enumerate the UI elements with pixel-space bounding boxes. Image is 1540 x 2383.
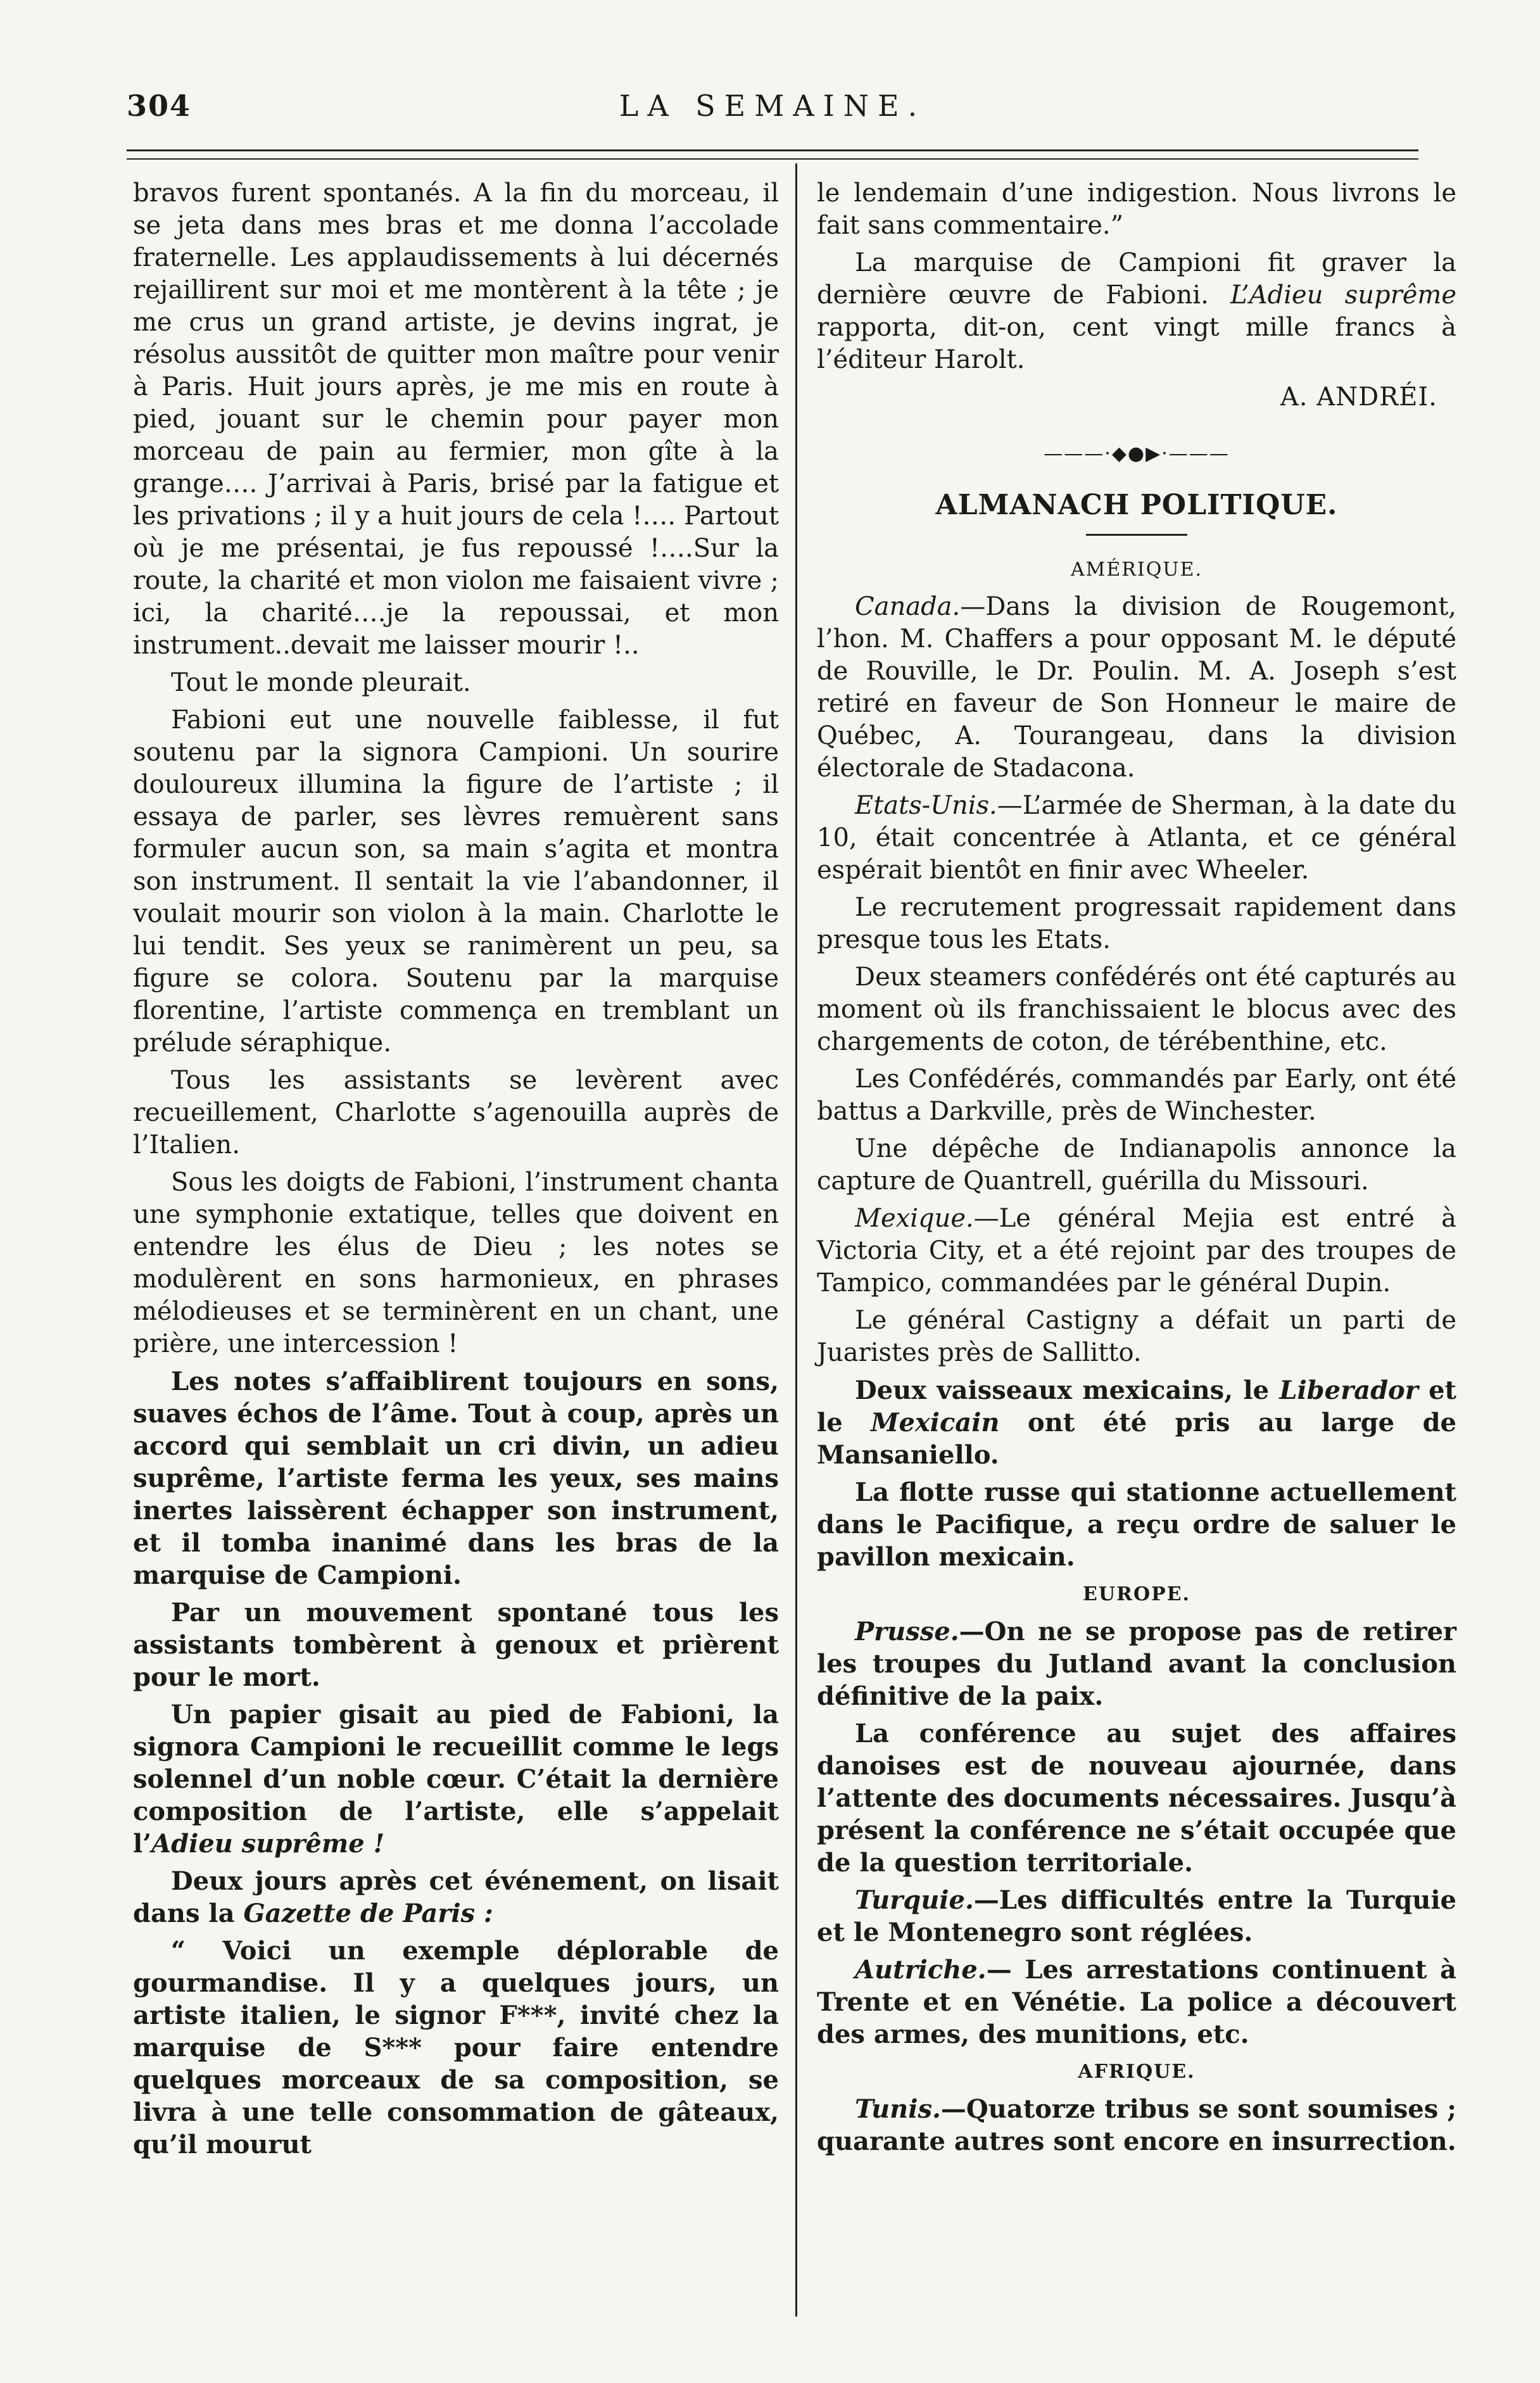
author-signature: A. ANDRÉI. [1280, 382, 1437, 412]
news-label: Etats-Unis. [855, 791, 997, 820]
news-label: Mexique. [855, 1204, 974, 1233]
section-rule [1086, 534, 1187, 536]
news-item [817, 1884, 1456, 1949]
news-item [817, 1615, 1456, 1712]
news-text: et le [817, 1375, 1457, 1438]
header-rule-thin [127, 158, 1418, 160]
paragraph [133, 1698, 779, 1860]
news-text: —Dans la division de Rougemont, l’hon. M. Chaffers a pour opposant M. le député de Rouville, le Dr. Poulin. M. A. Joseph s’est retiré en faveur de Son Honneur le maire de Québec, A. Tourangeau, dans la division électorale de Stadacona. [817, 592, 1456, 783]
paragraph: le lendemain d’une indigestion. Nous livrons le fait sans commentaire.” [817, 179, 1456, 240]
news-item: La conférence au sujet des affaires danoises est de nouveau ajournée, dans l’attente des documents nécessaires. Jusqu’à présent la conférence ne s’était occupée que de la question territoriale. [817, 1719, 1456, 1878]
column-divider [795, 163, 797, 2317]
header-rule [127, 149, 1418, 151]
subhead-afrique: AFRIQUE. [1078, 2061, 1196, 2083]
quoted-article: “ Voici un exemple déplorable de gourmandise. Il y a quelques jours, un artiste italien, le signor F***, invité chez la marquise de S*** pour faire entendre quelques morceaux de sa composition, se livra à une telle consommation de gâteaux, qu’il mourut [133, 1936, 779, 2159]
news-item: Une dépêche de Indianapolis annonce la capture de Quantrell, guérilla du Missouri. [817, 1134, 1456, 1196]
paragraph: Fabioni eut une nouvelle faiblesse, il fut soutenu par la signora Campioni. Un sourire douloureux illumina la figure de l’artiste ; il essaya de parler, ses lèvres remuèrent sans formuler aucun son, sa main s’agita et montra son instrument. Il sentait la vie l’abandonner, il voulait mourir son violon à la main. Charlotte le lui tendit. Ses yeux se ranimèrent un peu, sa figure se colora. Soutenu par la marquise florentine, l’artiste commença en tremblant un prélude séraphique. [133, 705, 779, 1058]
paragraph-text: Un papier gisait au pied de Fabioni, la signora Campioni le recueillit comme le legs solennel d’un noble cœur. C’était la dernière composition de l’artiste, elle s’appelait l’ [133, 1700, 779, 1859]
paragraph-text: rapporta, dit-on, cent vingt mille francs à l’éditeur Harolt. [817, 313, 1456, 374]
page-header [127, 89, 1418, 133]
news-item: Deux steamers confédérés ont été capturés au moment où ils franchissaient le blocus avec des chargements de coton, de térébenthine, etc. [817, 963, 1456, 1056]
news-label: Tunis. [855, 2094, 941, 2124]
news-label: Autriche. [855, 1955, 987, 1985]
paragraph: bravos furent spontanés. A la fin du morceau, il se jeta dans mes bras et me donna l’accolade fraternelle. Les applaudissements à lui décernés rejaillirent sur moi et me montèrent à la tête ; je me crus un grand artiste, je devins ingrat, je résolus aussitôt de quitter mon maître pour venir à Paris. Huit jours après, je me mis en route à pied, jouant sur le chemin pour payer mon morceau de pain au fermier, mon gîte à la grange…. J’arrivai à Paris, brisé par la fatigue et les privations ; il y a huit jours de cela !…. Partout où je me présentai, je fus repoussé !….Sur la route, la charité et mon violon me faisaient vivre ; ici, la charité….je la repoussai, et mon instrument..devait me laisser mourir !.. [133, 179, 779, 660]
paragraph [133, 1865, 779, 1930]
news-text: ont été pris au large de Mansaniello. [817, 1408, 1456, 1470]
left-column [133, 177, 779, 2166]
news-text: —L’armée de Sherman, à la date du 10, était concentrée à Atlanta, et ce général espérait bientôt en finir avec Wheeler. [817, 791, 1456, 885]
italic-title: L’Adieu suprême [1230, 281, 1456, 310]
page-number: 304 [127, 89, 192, 123]
paragraph-text: La marquise de Campioni fit graver la dernière œuvre de Fabioni. [817, 248, 1456, 310]
news-item: Le recrutement progressait rapidement dans presque tous les Etats. [817, 893, 1456, 954]
paragraph: Sous les doigts de Fabioni, l’instrument chanta une symphonie extatique, telles que doivent en entendre les élus de Dieu ; les notes se modulèrent en sons harmonieux, en phrases mélodieuses et se terminèrent en un chant, une prière, une intercession ! [133, 1168, 779, 1358]
subhead-amerique: AMÉRIQUE. [1070, 559, 1203, 581]
news-text: —Quatorze tribus se sont soumises ; quarante autres sont encore en insurrection. [817, 2094, 1456, 2156]
italic-title: Gazette de Paris : [243, 1899, 493, 1928]
news-label: Prusse. [855, 1617, 959, 1647]
news-item [817, 2093, 1456, 2158]
news-label: Canada. [855, 592, 961, 621]
news-item [817, 1954, 1456, 2051]
news-item [817, 790, 1456, 887]
news-text: Deux vaisseaux mexicains, le [855, 1375, 1280, 1405]
section-title: ALMANACH POLITIQUE. [935, 489, 1338, 521]
paragraph: Tout le monde pleurait. [171, 668, 471, 697]
paragraph: Tous les assistants se levèrent avec recueillement, Charlotte s’agenouilla auprès de l’Italien. [133, 1066, 779, 1160]
news-item [817, 591, 1456, 785]
news-text: —On ne se propose pas de retirer les troupes du Jutland avant la conclusion définitive de la paix. [817, 1617, 1456, 1711]
news-text: —Les difficultés entre la Turquie et le Montenegro sont réglées. [817, 1885, 1456, 1947]
journal-title: LA SEMAINE. [619, 89, 926, 123]
news-text: —Le général Mejia est entré à Victoria City, et a été rejoint par des troupes de Tampico, commandées par le général Dupin. [817, 1204, 1456, 1298]
paragraph: Les notes s’affaiblirent toujours en sons, suaves échos de l’âme. Tout à coup, après un accord qui semblait un cri divin, un adieu suprême, l’artiste ferma les yeux, ses mains inertes laissèrent échapper son instrument, et il tomba inanimé dans les bras de la marquise de Campioni. [133, 1367, 779, 1590]
paragraph: Par un mouvement spontané tous les assistants tombèrent à genoux et prièrent pour le mort. [133, 1598, 779, 1692]
news-text: — Les arrestations continuent à Trente et en Vénétie. La police a découvert des armes, des munitions, etc. [817, 1955, 1456, 2049]
news-label: Turquie. [855, 1885, 974, 1915]
subhead-europe: EUROPE. [1083, 1583, 1190, 1605]
news-item: Le général Castigny a défait un parti de Juaristes près de Sallitto. [817, 1306, 1456, 1367]
ship-name: Mexicain [871, 1408, 1000, 1438]
ornament-divider: ———·◆●▶·——— [1044, 443, 1230, 465]
paragraph [817, 247, 1456, 376]
news-item: Les Confédérés, commandés par Early, ont été battus a Darkville, près de Winchester. [817, 1065, 1456, 1126]
right-column [817, 177, 1456, 2163]
ship-name: Liberador [1279, 1375, 1418, 1405]
news-item [817, 1203, 1456, 1299]
italic-title: Adieu suprême ! [151, 1829, 385, 1859]
news-item: La flotte russe qui stationne actuellement dans le Pacifique, a reçu ordre de saluer le pavillon mexicain. [817, 1477, 1456, 1572]
news-item [817, 1374, 1456, 1471]
paragraph-text: Deux jours après cet événement, on lisait dans la [133, 1866, 779, 1928]
